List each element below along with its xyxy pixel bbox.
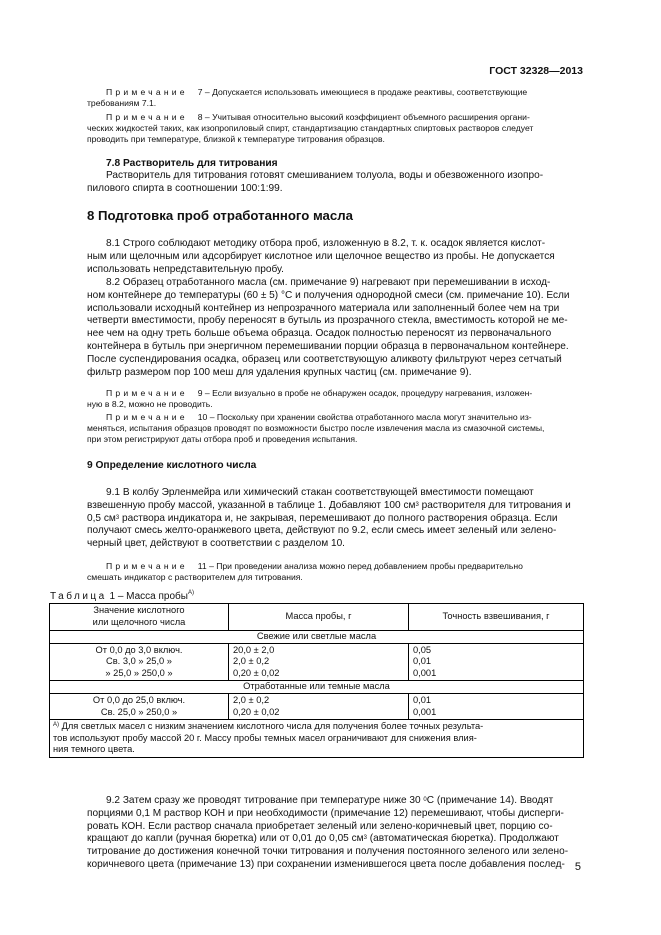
note-8: Примечание 8 – Учитывая относительно высокий коэффициент объемного расширения органи- ческих жидкостей таких, как изопропиловый спирт, стандартизацию стандартных спиртовых растворов следует проводить при температуре, близкой к температуре титрования образцов. xyxy=(87,112,534,144)
section-7-8-heading: 7.8 Растворитель для титрования xyxy=(106,158,278,169)
table-row: От 0,0 до 3,0 включ. Св. 3,0 » 25,0 » » 25,0 » 250,0 » 20,0 ± 2,0 2,0 ± 0,2 0,20 ± 0,02 0,05 0,01 0,001 xyxy=(50,643,584,681)
paragraph-8-2: 8.2 Образец отработанного масла (см. примечание 9) нагревают при перемешивании в исход- ном контейнере до температуры (60 ± 5) °С и получения однородной смеси (см. примечание 10). Если использовали исходный контейнер из непрозрачного материала или заполненный более чем на три четверти вместимости, пробу переносят в бутыль из прозрачного стекла, вместимость которой не ме- нее чем на одну треть больше объема образца. Осадок полностью переносят из первоначального контейнера в бутыль при энергичном перемешивании порции образца в первоначальном контейнере. После суспендирования осадка, образец или соответствующую аликвоту фильтруют через сетчатый фильтр размером пор 100 меш для удаления крупных частиц (см. примечание 9). xyxy=(87,277,570,378)
note-label: Примечание xyxy=(106,87,188,97)
paragraph-8-1: 8.1 Строго соблюдают методику отбора проб, изложенную в 8.2, т. к. осадок является кислот- ным или щелочным или адсорбирует кислотное или щелочное вещество из пробы. Не допускается использовать непредставительную пробу. xyxy=(87,238,555,275)
note-label: Примечание xyxy=(106,412,188,422)
note-9: Примечание 9 – Если визуально в пробе не обнаружен осадок, процедуру нагревания, изложен- ную в 8.2, можно не проводить. xyxy=(87,388,533,409)
column-header-weighing-accuracy: Точность взвешивания, г xyxy=(409,604,584,631)
paragraph-9-1: 9.1 В колбу Эрленмейра или химический стакан соответствующей вместимости помещают взвешенную пробу массой, указанной в таблице 1. Добавляют 100 $см^3$ растворителя для титрования и 0,5 $см^3$ раствора индикатора и, не закрывая, перемешивают до полного растворения образца. Если получают смесь желто-оранжевого цвета, действуют по 9.2, если смесь имеет зеленый или зелено- черный цвет, действуют в соответствии с разделом 10. xyxy=(87,487,571,550)
paragraph-9-2: 9.2 Затем сразу же проводят титрование при температуре ниже 30 $^0$С (примечание 14). Вводят порциями 0,1 М раствор КОН и при необходимости (примечание 12) перемешивают, чтобы дисперги- ровать КОН. Если раствор сначала приобретает зеленый или зелено-коричневый цвет, порцию со- кращают до капли (ручная бюретка) или от 0,01 до 0,05 $см^3$ (автоматическая бюретка). Продолжают титрование до достижения конечной точки титрования и получения постоянного зеленого или зелено- коричневого цвета (примечание 13) при сохранении изменившегося цвета после добавления послед- xyxy=(87,795,569,870)
note-10: Примечание 10 – Поскольку при хранении свойства отработанного масла могут значительно из- меняться, испытания образцов проводят по возможности быстро после извлечения масла из смазочной системы, при этом регистрируют даты отбора проб и проведения испытания. xyxy=(87,412,545,444)
note-label: Примечание xyxy=(106,561,188,571)
table-caption: Таблица 1 – Масса пробы$^{А)}$ xyxy=(50,590,194,602)
table-row: От 0,0 до 25,0 включ. Св. 25,0 » 250,0 » 2,0 ± 0,2 0,20 ± 0,02 0,01 0,001 xyxy=(50,693,584,719)
note-label: Примечание xyxy=(106,388,188,398)
section-7-8-text: Растворитель для титрования готовят смешиванием толуола, воды и обезвоженного изопро- пилового спирта в соотношении 100:1:99. xyxy=(87,170,544,194)
page-number: 5 xyxy=(574,861,581,873)
table-group-row: Свежие или светлые масла xyxy=(50,631,584,644)
section-9-heading: 9 Определение кислотного числа xyxy=(87,460,257,471)
note-11: Примечание 11 – При проведении анализа можно перед добавлением пробы предварительно смешать индикатор с растворителем для титрования. xyxy=(87,561,523,582)
document-header: ГОСТ 32328—2013 xyxy=(489,65,583,77)
note-7: Примечание 7 – Допускается использовать имеющиеся в продаже реактивы, соответствующие требованиям 7.1. xyxy=(87,87,528,108)
section-8-heading: 8 Подготовка проб отработанного масла xyxy=(87,208,353,223)
table-header-row xyxy=(50,604,584,631)
sample-mass-table xyxy=(49,603,584,758)
note-label: Примечание xyxy=(106,112,188,122)
column-header-acid-number: Значение кислотного или щелочного числа xyxy=(50,604,229,631)
column-header-sample-mass: Масса пробы, г xyxy=(229,604,409,631)
table-group-row: Отработанные или темные масла xyxy=(50,681,584,694)
table-footnote-row: $^{А)}$ Для светлых масел с низким значением кислотного числа для получения более точных результа- тов используют пробу массой 20 г. Массу пробы темных масел ограничивают для снижения влия- ния темного цвета. xyxy=(50,720,584,758)
